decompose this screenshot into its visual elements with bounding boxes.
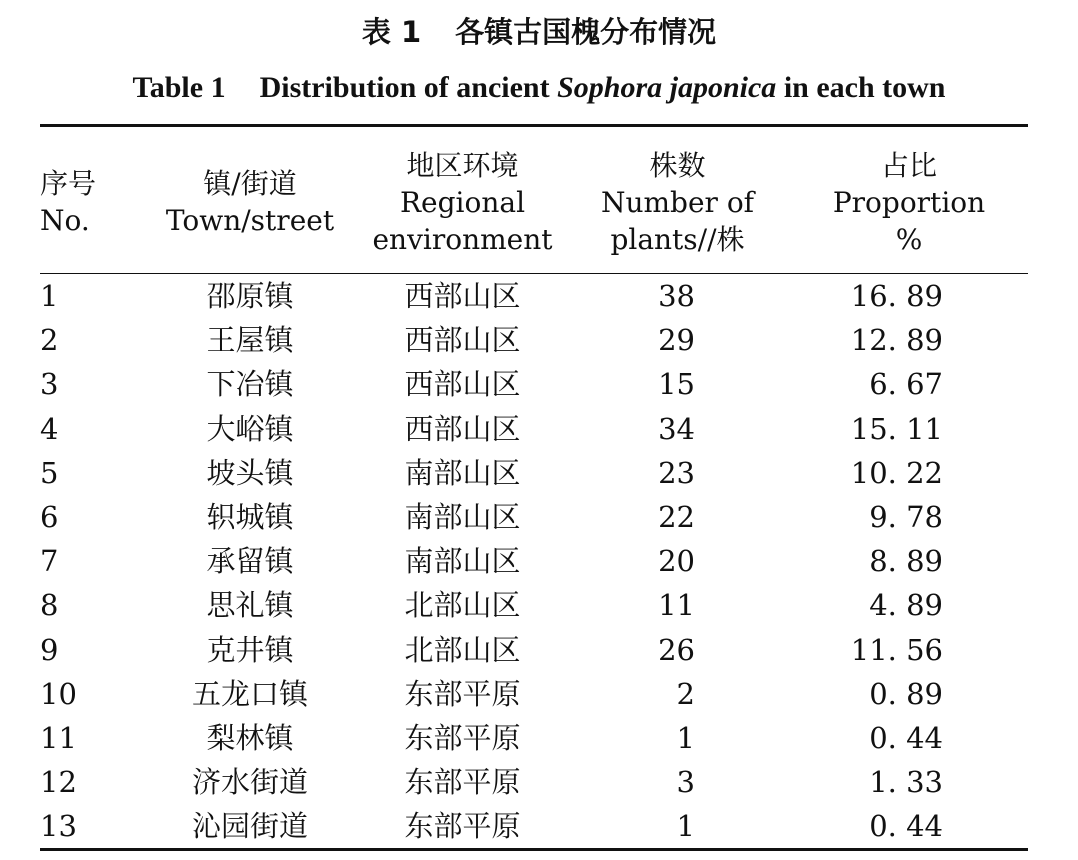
header-line: 镇/街道: [203, 167, 297, 200]
cell-town: 王屋镇: [206, 323, 294, 358]
cell-environment: 东部平原: [404, 809, 521, 844]
table-row: [40, 583, 1028, 627]
header-line: 序号: [40, 167, 97, 200]
cell-environment: 南部山区: [404, 499, 521, 534]
cell-environment: 东部平原: [404, 765, 521, 800]
cell-count: 38: [658, 279, 695, 313]
cell-proportion: 11. 56: [850, 632, 943, 667]
cell-environment: 西部山区: [404, 279, 521, 313]
cell-proportion: 10. 22: [850, 455, 943, 490]
header-line: environment: [372, 222, 553, 256]
cell-proportion: 0. 89: [869, 676, 943, 711]
cell-proportion: 16. 89: [850, 279, 943, 313]
cell-environment: 东部平原: [404, 676, 521, 711]
header-line: Regional: [399, 185, 526, 219]
cell-number: 3: [40, 367, 59, 402]
cell-town: 承留镇: [206, 544, 294, 579]
cell-count: 34: [658, 411, 695, 446]
cell-proportion: 9. 78: [869, 499, 943, 534]
cell-count: 1: [676, 720, 695, 755]
cell-proportion: 0. 44: [869, 720, 943, 755]
table-row: [40, 672, 1028, 716]
table-bottom-rule: [40, 848, 1028, 851]
table-top-rule: [40, 124, 1028, 127]
cell-count: 23: [658, 455, 695, 490]
cell-town: 沁园街道: [191, 809, 308, 844]
cell-count: 11: [658, 588, 695, 623]
table-row: [40, 451, 1028, 495]
cell-count: 20: [658, 544, 695, 579]
cell-town: 下冶镇: [206, 367, 294, 402]
cell-number: 8: [40, 588, 59, 623]
cell-count: 22: [658, 499, 695, 534]
header-environment: [360, 138, 565, 266]
cell-environment: 西部山区: [404, 367, 521, 402]
cell-proportion: 8. 89: [869, 544, 943, 579]
table-caption-english: [0, 66, 1078, 110]
cell-proportion: 12. 89: [850, 323, 943, 358]
table-row: [40, 760, 1028, 804]
header-line: Town/street: [165, 204, 335, 237]
cell-town: 轵城镇: [206, 499, 294, 534]
cell-environment: 西部山区: [404, 411, 521, 446]
cell-number: 13: [40, 809, 77, 844]
cell-town: 大峪镇: [206, 411, 294, 446]
cell-environment: 东部平原: [404, 720, 521, 755]
header-town: [140, 138, 360, 266]
header-line: %: [895, 222, 923, 256]
cell-number: 4: [40, 411, 59, 446]
header-plant-count: [565, 138, 790, 266]
cell-environment: 南部山区: [404, 455, 521, 490]
cell-environment: 北部山区: [404, 588, 521, 623]
cell-number: 6: [40, 499, 59, 534]
cell-town: 思礼镇: [206, 588, 294, 623]
cell-environment: 北部山区: [404, 632, 521, 667]
table-row: [40, 274, 1028, 318]
cell-proportion: 1. 33: [869, 765, 943, 800]
table-title-english-species: Sophora japonica: [557, 71, 777, 104]
table-row: [40, 716, 1028, 760]
cell-proportion: 4. 89: [869, 588, 943, 623]
table-label-chinese: 表 1: [361, 15, 422, 49]
table-title-english-post: in each town: [776, 71, 946, 104]
header-line: 地区环境: [406, 148, 519, 182]
header-line: Number of: [600, 185, 755, 219]
table-row: [40, 318, 1028, 362]
header-line: Proportion: [832, 185, 986, 219]
cell-number: 7: [40, 544, 59, 579]
cell-town: 邵原镇: [206, 279, 294, 313]
cell-proportion: 6. 67: [869, 367, 943, 402]
header-line: No.: [40, 204, 90, 237]
table-body: [40, 274, 1028, 848]
table-caption-chinese: [0, 10, 1078, 54]
cell-count: 15: [658, 367, 695, 402]
cell-town: 坡头镇: [206, 455, 294, 490]
header-line: 占比: [880, 148, 937, 182]
cell-count: 1: [676, 809, 695, 844]
cell-number: 1: [40, 279, 59, 313]
cell-town: 梨林镇: [206, 720, 294, 755]
cell-environment: 南部山区: [404, 544, 521, 579]
cell-town: 济水街道: [191, 765, 308, 800]
cell-proportion: 0. 44: [869, 809, 943, 844]
table-row: [40, 362, 1028, 406]
cell-count: 2: [676, 676, 695, 711]
header-line: 株数: [649, 148, 706, 182]
cell-count: 3: [676, 765, 695, 800]
header-proportion: [790, 138, 1028, 266]
cell-number: 11: [40, 720, 77, 755]
table-title-english-pre: Distribution of ancient: [259, 71, 558, 104]
header-number: [40, 138, 140, 266]
cell-number: 5: [40, 455, 59, 490]
table-label-english: Table 1: [132, 71, 226, 104]
cell-number: 12: [40, 765, 77, 800]
table-row: [40, 628, 1028, 672]
cell-count: 26: [658, 632, 695, 667]
cell-proportion: 15. 11: [850, 411, 943, 446]
cell-count: 29: [658, 323, 695, 358]
cell-number: 2: [40, 323, 59, 358]
table-title-chinese: 各镇古国槐分布情况: [455, 15, 717, 49]
table-row: [40, 804, 1028, 848]
cell-town: 五龙口镇: [191, 676, 308, 711]
cell-number: 10: [40, 676, 77, 711]
cell-town: 克井镇: [206, 632, 294, 667]
table-row: [40, 539, 1028, 583]
header-line: plants//株: [610, 222, 745, 256]
table-row: [40, 407, 1028, 451]
cell-environment: 西部山区: [404, 323, 521, 358]
table-row: [40, 495, 1028, 539]
cell-number: 9: [40, 632, 59, 667]
